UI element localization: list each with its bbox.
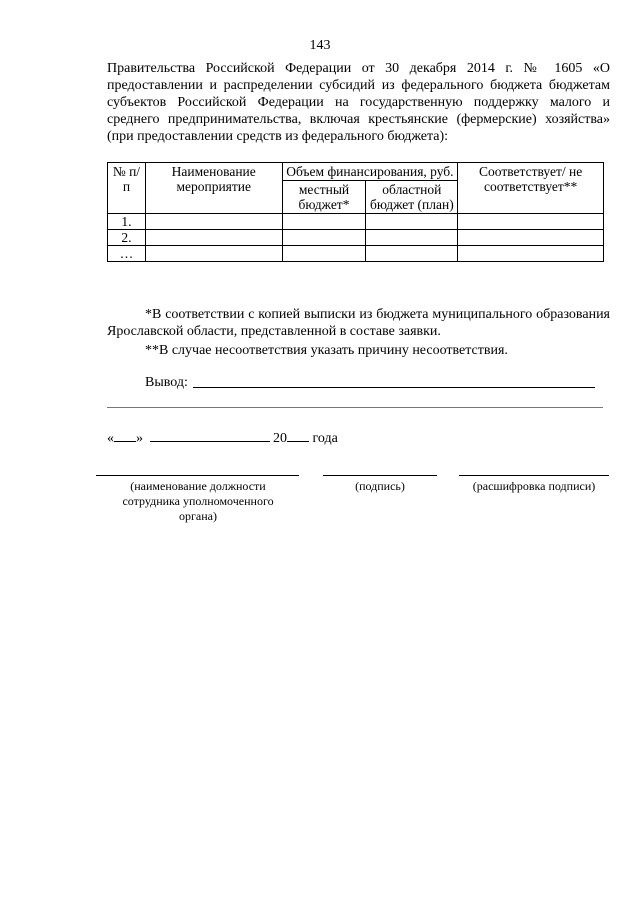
year-suffix: года bbox=[312, 431, 338, 446]
row-cell bbox=[282, 246, 366, 262]
table-row bbox=[108, 230, 604, 246]
month-blank[interactable] bbox=[150, 428, 270, 442]
signature-caption: (подпись) bbox=[355, 479, 405, 493]
table-header-row bbox=[108, 163, 604, 181]
row-cell bbox=[366, 230, 458, 246]
page-number: 143 bbox=[309, 38, 331, 53]
row-cell bbox=[458, 246, 604, 262]
financing-table bbox=[107, 162, 604, 262]
decoding-caption: (расшифровка подписи) bbox=[472, 479, 596, 493]
day-blank[interactable] bbox=[114, 428, 136, 442]
header-regional: областной бюджет (план) bbox=[366, 181, 458, 214]
conclusion-label: Вывод: bbox=[145, 375, 188, 390]
row-cell bbox=[145, 214, 282, 230]
row-cell bbox=[458, 230, 604, 246]
row-number: 1. bbox=[108, 214, 146, 230]
row-number: … bbox=[108, 246, 146, 262]
footnote-local-budget: *В соответствии с копией выписки из бюджета муниципального образования Ярославской области, представленной в составе заявки. bbox=[107, 307, 610, 339]
header-match: Соответствует/ не соответствует** bbox=[458, 163, 604, 214]
footnote-mismatch: **В случае несоответствия указать причину несоответствия. bbox=[145, 343, 508, 358]
row-cell bbox=[282, 230, 366, 246]
header-local: местный бюджет* bbox=[282, 181, 366, 214]
date-line bbox=[107, 428, 338, 447]
year-blank[interactable] bbox=[287, 428, 309, 442]
header-num: № п/п bbox=[108, 163, 146, 214]
table-row bbox=[108, 214, 604, 230]
intro-paragraph: Правительства Российской Федерации от 30 декабря 2014 г. № 1605 «О предоставлении и распределении субсидий из федерального бюджета бюджетам субъектов Российской Федерации на государственную поддержку малого и среднего предпринимательства, включая крестьянские (фермерские) хозяйства» (при предоставлении средств из федерального бюджета): bbox=[107, 61, 610, 144]
header-name: Наименование мероприятие bbox=[145, 163, 282, 214]
signature-line[interactable] bbox=[323, 475, 437, 476]
row-cell bbox=[458, 214, 604, 230]
row-cell bbox=[145, 230, 282, 246]
row-cell bbox=[145, 246, 282, 262]
row-cell bbox=[282, 214, 366, 230]
row-cell bbox=[366, 214, 458, 230]
position-signature-line[interactable] bbox=[96, 475, 299, 476]
row-cell bbox=[366, 246, 458, 262]
header-volume: Объем финансирования, руб. bbox=[282, 163, 458, 181]
date-close-quote: » bbox=[136, 431, 143, 446]
row-number: 2. bbox=[108, 230, 146, 246]
position-caption: (наименование должности сотрудника уполномоченного органа) bbox=[122, 479, 274, 523]
year-prefix: 20 bbox=[273, 431, 287, 446]
footnotes bbox=[107, 306, 610, 359]
decoding-signature-line[interactable] bbox=[459, 475, 609, 476]
conclusion-input-line[interactable] bbox=[193, 387, 595, 388]
date-open-quote: « bbox=[107, 431, 114, 446]
conclusion-continuation-line[interactable] bbox=[107, 407, 603, 408]
table-row bbox=[108, 246, 604, 262]
